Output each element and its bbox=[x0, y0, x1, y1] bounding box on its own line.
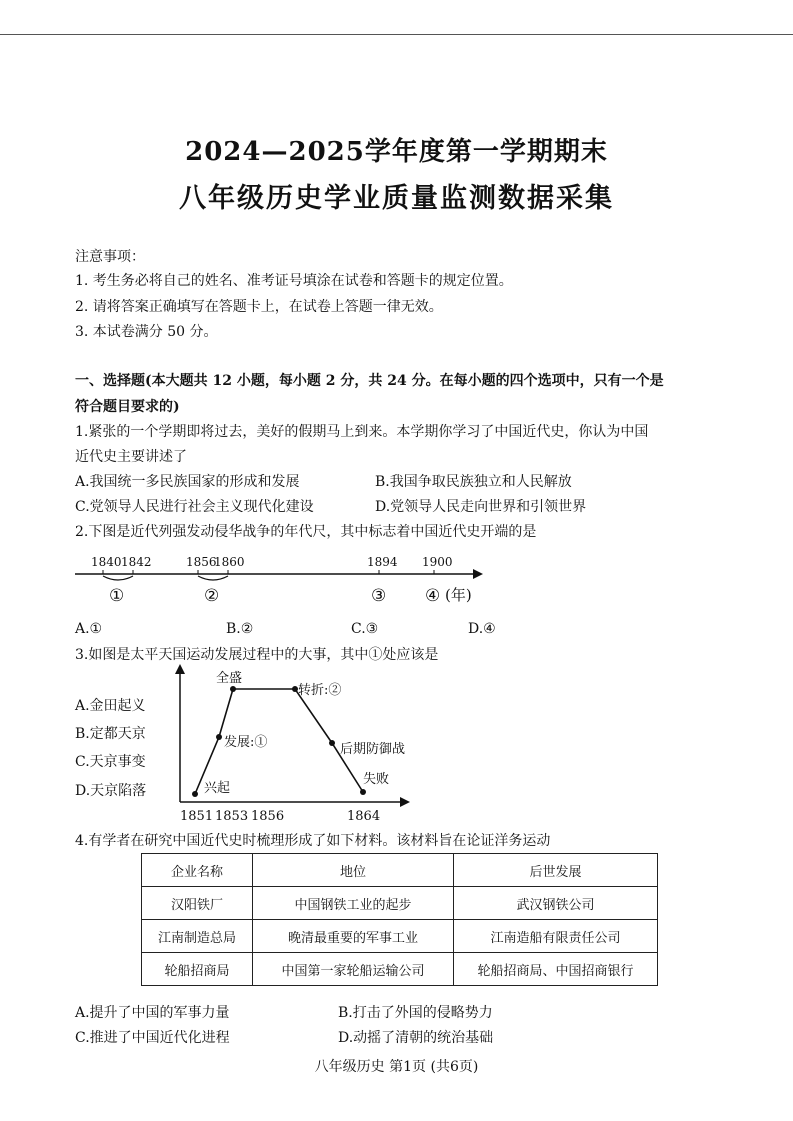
q2-option-b: B.② bbox=[226, 621, 254, 637]
q3-process-chart bbox=[170, 664, 430, 824]
table-row bbox=[142, 887, 658, 920]
timeline-year-1856: 1856 bbox=[186, 555, 217, 569]
q4-option-d: D.动摇了清朝的统治基础 bbox=[338, 1030, 494, 1046]
chart-trend-line bbox=[195, 689, 363, 794]
q3-option-c: C.天京事变 bbox=[75, 754, 146, 770]
label-late: 后期防御战 bbox=[340, 742, 406, 757]
table-cell: 中国第一家轮船运输公司 bbox=[253, 953, 454, 986]
chart-x-arrow bbox=[400, 797, 410, 807]
q1-stem-line1: 1.紧张的一个学期即将过去，美好的假期马上到来。本学期你学习了中国近代史，你认为中国 bbox=[75, 424, 649, 440]
table-cell: 武汉钢铁公司 bbox=[454, 887, 658, 920]
table-cell: 轮船招商局 bbox=[142, 953, 253, 986]
point-peak bbox=[230, 686, 236, 692]
table-cell: 汉阳铁厂 bbox=[142, 887, 253, 920]
x-tick-1851: 1851 bbox=[180, 809, 214, 824]
q2-option-c: C.③ bbox=[351, 621, 379, 637]
point-fail bbox=[360, 789, 366, 795]
timeline-year-1842: 1842 bbox=[121, 555, 152, 569]
timeline-mark-1: ① bbox=[109, 586, 125, 606]
point-rise bbox=[192, 791, 198, 797]
q1-option-a: A.我国统一多民族国家的形成和发展 bbox=[75, 474, 300, 490]
label-rise: 兴起 bbox=[204, 781, 231, 796]
top-border-line bbox=[0, 34, 793, 35]
timeline-mark-2: ② bbox=[204, 586, 220, 606]
exam-title-line2: 八年级历史学业质量监测数据采集 bbox=[179, 183, 614, 214]
timeline-arrowhead bbox=[473, 569, 483, 579]
point-late bbox=[329, 740, 335, 746]
q4-enterprise-table bbox=[141, 853, 658, 986]
table-cell: 轮船招商局、中国招商银行 bbox=[454, 953, 658, 986]
notice-item-1: 1. 考生务必将自己的姓名、准考证号填涂在试卷和答题卡的规定位置。 bbox=[75, 273, 513, 289]
table-row bbox=[142, 920, 658, 953]
table-header-cell: 后世发展 bbox=[454, 854, 658, 887]
notice-item-2: 2. 请将答案正确填写在答题卡上，在试卷上答题一律无效。 bbox=[75, 299, 443, 315]
q1-option-b: B.我国争取民族独立和人民解放 bbox=[375, 474, 572, 490]
q3-stem: 3.如图是太平天国运动发展过程中的大事，其中①处应该是 bbox=[75, 647, 439, 663]
timeline-mark-3: ③ bbox=[371, 586, 387, 606]
table-cell: 江南造船有限责任公司 bbox=[454, 920, 658, 953]
bracket-1 bbox=[103, 576, 133, 580]
table-header-row bbox=[142, 854, 658, 887]
label-develop: 发展:① bbox=[224, 735, 268, 750]
q4-option-c: C.推进了中国近代化进程 bbox=[75, 1030, 230, 1046]
label-fail: 失败 bbox=[363, 772, 390, 787]
point-develop bbox=[216, 734, 222, 740]
x-tick-1853: 1853 bbox=[215, 809, 249, 824]
chart-y-arrow bbox=[175, 664, 185, 674]
q4-option-b: B.打击了外国的侵略势力 bbox=[338, 1005, 493, 1021]
timeline-year-1900: 1900 bbox=[422, 555, 453, 569]
table-row bbox=[142, 953, 658, 986]
q3-option-d: D.天京陷落 bbox=[75, 783, 147, 799]
page-footer: 八年级历史 第1页 (共6页) bbox=[314, 1059, 479, 1075]
table-cell: 晚清最重要的军事工业 bbox=[253, 920, 454, 953]
q1-stem-line2: 近代史主要讲述了 bbox=[75, 449, 187, 465]
timeline-year-1860: 1860 bbox=[214, 555, 245, 569]
timeline-year-1840: 1840 bbox=[91, 555, 122, 569]
timeline-mark-4: ④ bbox=[425, 586, 441, 606]
table-cell: 中国钢铁工业的起步 bbox=[253, 887, 454, 920]
q3-option-b: B.定都天京 bbox=[75, 726, 146, 742]
exam-title-line1: 2024—2025学年度第一学期期末 bbox=[185, 137, 608, 167]
q2-stem: 2.下图是近代列强发动侵华战争的年代尺，其中标志着中国近代史开端的是 bbox=[75, 524, 537, 540]
q2-option-d: D.④ bbox=[468, 621, 496, 637]
x-tick-1864: 1864 bbox=[347, 809, 381, 824]
notice-item-3: 3. 本试卷满分 50 分。 bbox=[75, 324, 218, 340]
timeline-year-1894: 1894 bbox=[367, 555, 398, 569]
section1-line2: 符合题目要求的) bbox=[75, 399, 180, 415]
bracket-2 bbox=[198, 576, 228, 580]
notice-heading: 注意事项： bbox=[75, 249, 145, 265]
q1-option-d: D.党领导人民走向世界和引领世界 bbox=[375, 499, 587, 515]
q3-option-a: A.金田起义 bbox=[75, 698, 146, 714]
q2-timeline bbox=[75, 550, 505, 610]
q4-stem: 4.有学者在研究中国近代史时梳理形成了如下材料。该材料旨在论证洋务运动 bbox=[75, 833, 551, 849]
table-header-cell: 地位 bbox=[253, 854, 454, 887]
q1-option-c: C.党领导人民进行社会主义现代化建设 bbox=[75, 499, 314, 515]
q4-option-a: A.提升了中国的军事力量 bbox=[75, 1005, 230, 1021]
label-peak: 全盛 bbox=[216, 671, 243, 686]
q2-option-a: A.① bbox=[75, 621, 103, 637]
x-tick-1856: 1856 bbox=[251, 809, 285, 824]
table-header-cell: 企业名称 bbox=[142, 854, 253, 887]
timeline-unit: (年) bbox=[445, 586, 472, 604]
section1-line1: 一、选择题(本大题共 12 小题，每小题 2 分，共 24 分。在每小题的四个选项中，只有一个是 bbox=[75, 373, 664, 389]
table-cell: 江南制造总局 bbox=[142, 920, 253, 953]
label-turn: 转折:② bbox=[298, 683, 342, 698]
